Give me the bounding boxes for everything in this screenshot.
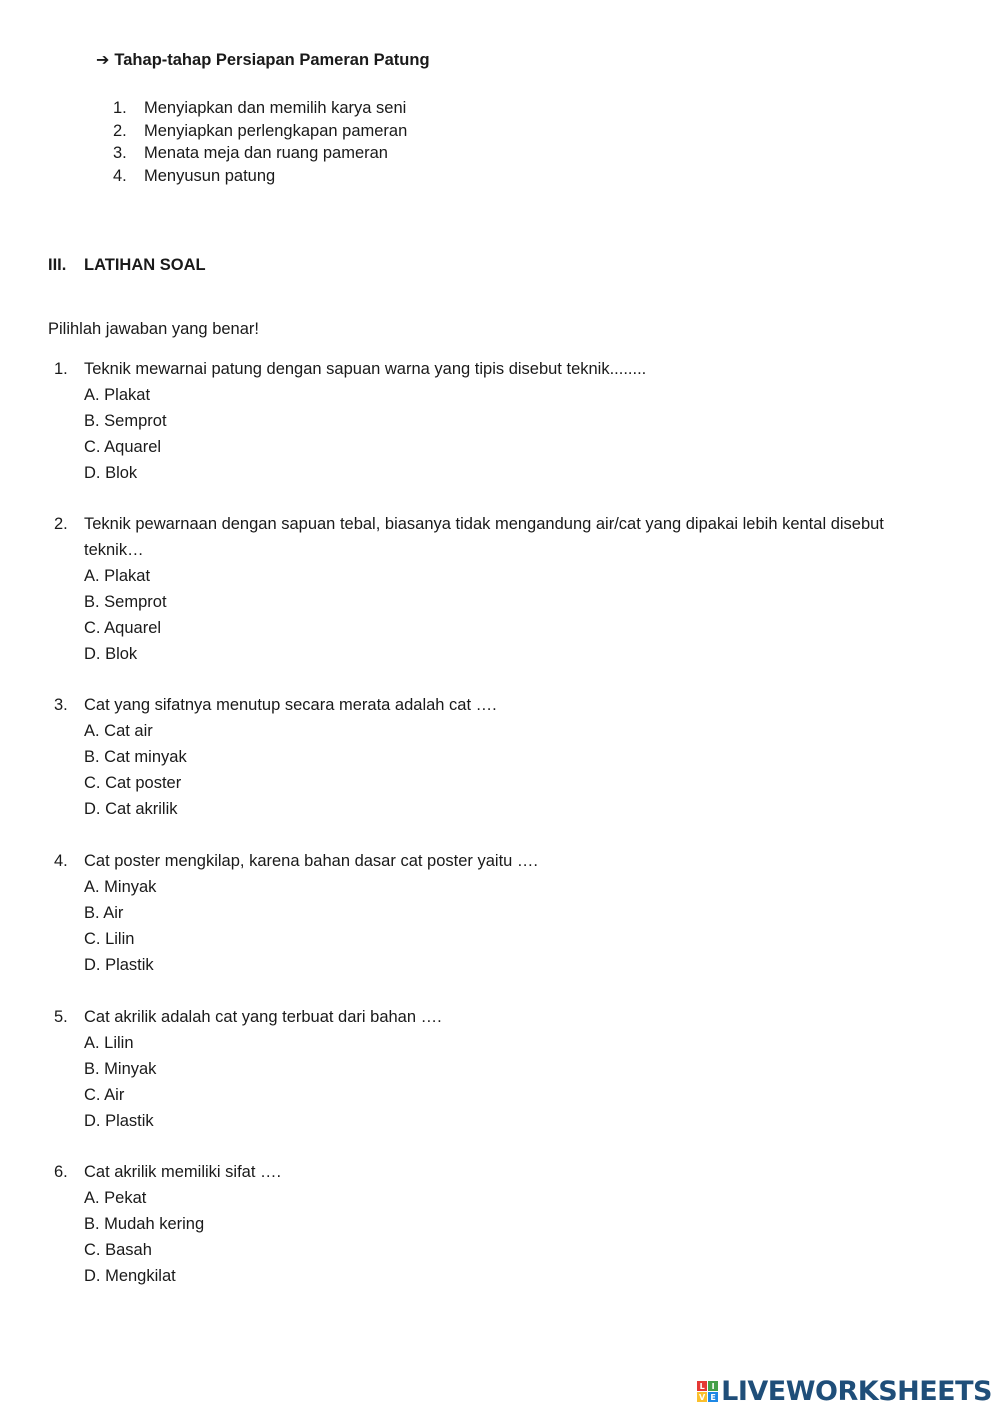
question-6 bbox=[54, 1159, 954, 1289]
liveworksheets-logo[interactable] bbox=[697, 1376, 992, 1407]
answer-option-b[interactable]: B. Mudah kering bbox=[84, 1215, 205, 1233]
answer-option-c[interactable]: C. Lilin bbox=[84, 930, 135, 948]
answer-option-b[interactable]: B. Semprot bbox=[84, 412, 167, 430]
question-number: 2. bbox=[54, 515, 68, 533]
question-text: Teknik mewarnai patung dengan sapuan warna yang tipis disebut teknik........ bbox=[84, 360, 647, 378]
question-text: Teknik pewarnaan dengan sapuan tebal, biasanya tidak mengandung air/cat yang dipakai lebih kental disebut teknik… bbox=[84, 515, 884, 559]
section-number: III. bbox=[48, 256, 67, 274]
question-number: 1. bbox=[54, 360, 68, 378]
list-item: 2. Menyiapkan perlengkapan pameran bbox=[113, 121, 408, 140]
question-text: Cat akrilik memiliki sifat …. bbox=[84, 1163, 282, 1181]
prep-heading bbox=[96, 50, 430, 70]
logo-text: LIVEWORKSHEETS bbox=[721, 1376, 992, 1407]
arrow-right-icon: ➔ bbox=[96, 52, 110, 69]
question-3 bbox=[54, 692, 954, 822]
answer-option-c[interactable]: C. Cat poster bbox=[84, 774, 182, 792]
question-text: Cat akrilik adalah cat yang terbuat dari bahan …. bbox=[84, 1008, 442, 1026]
section-title bbox=[48, 256, 206, 275]
answer-option-a[interactable]: A. Cat air bbox=[84, 722, 153, 740]
live-blocks-icon: L I V E bbox=[697, 1381, 718, 1402]
answer-option-a[interactable]: A. Plakat bbox=[84, 386, 151, 404]
answer-option-a[interactable]: A. Plakat bbox=[84, 567, 151, 585]
answer-option-d[interactable]: D. Cat akrilik bbox=[84, 800, 178, 818]
answer-option-d[interactable]: D. Mengkilat bbox=[84, 1267, 176, 1285]
list-item: 1. Menyiapkan dan memilih karya seni bbox=[113, 99, 407, 117]
answer-option-b[interactable]: B. Minyak bbox=[84, 1060, 157, 1078]
answer-option-c[interactable]: C. Aquarel bbox=[84, 619, 162, 637]
answer-option-b[interactable]: B. Air bbox=[84, 904, 124, 922]
answer-option-d[interactable]: D. Blok bbox=[84, 464, 138, 482]
answer-option-a[interactable]: A. Lilin bbox=[84, 1034, 134, 1052]
answer-option-a[interactable]: A. Pekat bbox=[84, 1189, 147, 1207]
list-item: 4. Menyusun patung bbox=[113, 167, 276, 186]
question-number: 4. bbox=[54, 852, 68, 870]
question-4 bbox=[54, 848, 954, 978]
answer-option-c[interactable]: C. Air bbox=[84, 1086, 125, 1104]
section-heading: LATIHAN SOAL bbox=[84, 256, 206, 274]
answer-option-a[interactable]: A. Minyak bbox=[84, 878, 157, 896]
prep-list bbox=[113, 97, 407, 188]
answer-option-d[interactable]: D. Blok bbox=[84, 645, 138, 663]
answer-option-b[interactable]: B. Semprot bbox=[84, 593, 167, 611]
question-number: 5. bbox=[54, 1008, 68, 1026]
answer-option-c[interactable]: C. Aquarel bbox=[84, 438, 162, 456]
question-text: Cat poster mengkilap, karena bahan dasar cat poster yaitu …. bbox=[84, 852, 538, 870]
question-1 bbox=[54, 356, 954, 486]
instruction-text: Pilihlah jawaban yang benar! bbox=[48, 320, 259, 338]
prep-title: Tahap-tahap Persiapan Pameran Patung bbox=[114, 50, 430, 69]
question-5 bbox=[54, 1004, 954, 1134]
question-number: 3. bbox=[54, 696, 68, 714]
answer-option-d[interactable]: D. Plastik bbox=[84, 956, 154, 974]
answer-option-b[interactable]: B. Cat minyak bbox=[84, 748, 187, 766]
answer-option-d[interactable]: D. Plastik bbox=[84, 1112, 154, 1130]
question-text: Cat yang sifatnya menutup secara merata adalah cat …. bbox=[84, 696, 497, 714]
question-number: 6. bbox=[54, 1163, 68, 1181]
list-item: 3. Menata meja dan ruang pameran bbox=[113, 144, 388, 163]
question-2 bbox=[54, 511, 954, 667]
answer-option-c[interactable]: C. Basah bbox=[84, 1241, 152, 1259]
